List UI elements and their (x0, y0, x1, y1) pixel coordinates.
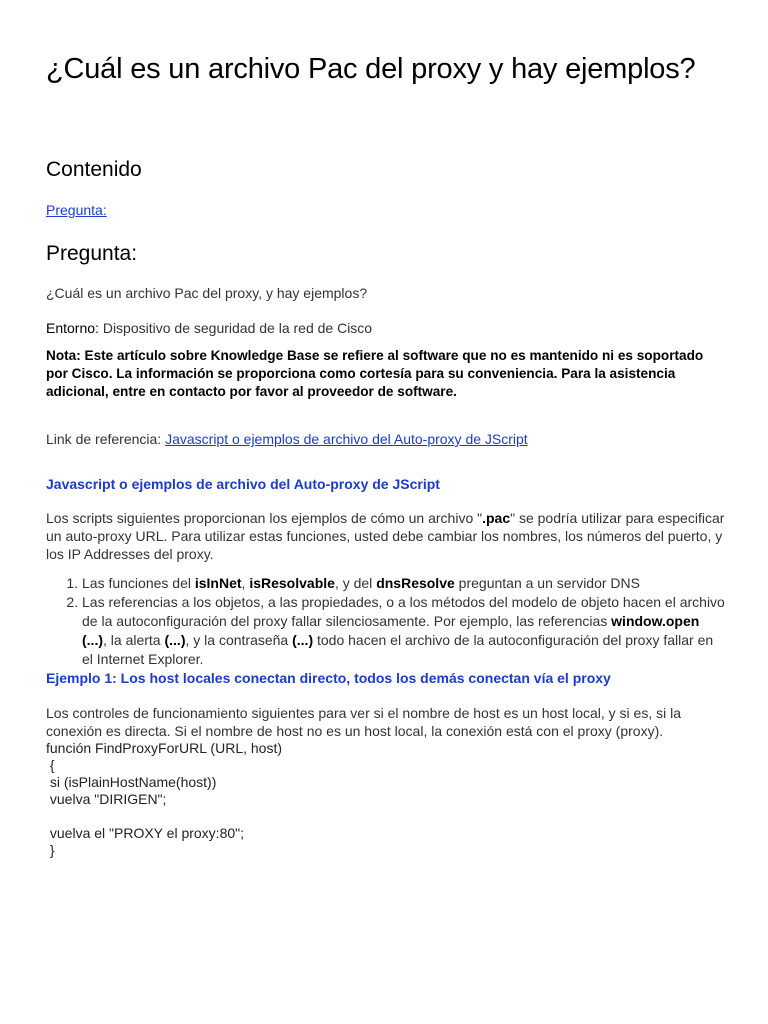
list-text: , (241, 575, 250, 591)
notes-list (46, 574, 726, 669)
reference-line (46, 430, 726, 448)
list-text: Las funciones del (82, 575, 195, 591)
code-line (46, 808, 726, 825)
code-line: función FindProxyForURL (URL, host) (46, 740, 283, 756)
section-intro (46, 509, 726, 563)
list-bold: dnsResolve (376, 575, 455, 591)
list-text: , y del (334, 575, 377, 591)
intro-text-before: Los scripts siguientes proporcionan los ejemplos de cómo un archivo " (46, 510, 483, 526)
list-bold: window.open (...) (82, 613, 700, 648)
pac-extension: .pac (482, 510, 511, 526)
list-bold: (...) (164, 632, 186, 648)
code-line: si (isPlainHostName(host)) (46, 774, 217, 790)
code-line: vuelva el "PROXY el proxy:80"; (46, 825, 244, 841)
environment-line (46, 319, 726, 337)
toc-link-pregunta[interactable]: Pregunta: (46, 202, 107, 218)
question-heading: Pregunta: (46, 242, 138, 265)
code-line: { (46, 757, 55, 773)
code-block (46, 740, 726, 859)
reference-label: Link de referencia: (46, 431, 166, 447)
list-item (82, 593, 726, 669)
list-bold: (...) (292, 632, 314, 648)
environment-value: Dispositivo de seguridad de la red de Cisco (98, 320, 373, 336)
list-text: , y la contraseña (185, 632, 293, 648)
list-text: , la alerta (103, 632, 165, 648)
environment-label: Entorno: (46, 320, 99, 336)
list-text: todo hacen el archivo de la autoconfiguración del proxy fallar en el Internet Explorer. (82, 632, 714, 667)
section-heading: Javascript o ejemplos de archivo del Auto-proxy de JScript (46, 476, 440, 492)
reference-link[interactable]: Javascript o ejemplos de archivo del Auto-proxy de JScript (165, 431, 528, 447)
contents-heading: Contenido (46, 158, 142, 181)
page-title: ¿Cuál es un archivo Pac del proxy y hay ejemplos? (46, 53, 696, 85)
list-bold: isResolvable (249, 575, 335, 591)
list-bold: isInNet (194, 575, 242, 591)
disclaimer-note: Nota: Este artículo sobre Knowledge Base se refiere al software que no es mantenido ni es soportado por Cisco. La información se proporciona como cortesía para su conveniencia. Para la asistencia adicional, entre en contacto por favor al proveedor de software. (46, 348, 704, 399)
question-text: ¿Cuál es un archivo Pac del proxy, y hay ejemplos? (46, 285, 368, 301)
document-page (46, 52, 726, 859)
intro-text-after: " se podría utilizar para especificar un auto-proxy URL. Para utilizar estas funciones, usted debe cambiar los nombres, los números del puerto, y los IP Addresses del proxy. (46, 510, 725, 562)
list-text: preguntan a un servidor DNS (454, 575, 640, 591)
example1-description: Los controles de funcionamiento siguientes para ver si el nombre de host es un host local, y si es, si la conexión es directa. Si el nombre de host no es un host local, la conexión está con el proxy (proxy). (46, 705, 682, 739)
code-line: } (46, 842, 55, 858)
example1-heading: Ejemplo 1: Los host locales conectan directo, todos los demás conectan vía el proxy (46, 670, 611, 686)
code-line: vuelva "DIRIGEN"; (46, 791, 167, 807)
list-item (82, 574, 726, 593)
list-text: Las referencias a los objetos, a las propiedades, o a los métodos del modelo de objeto hacen el archivo de la autoconfiguración del proxy fallar silenciosamente. Por ejemplo, las referencias (82, 594, 725, 629)
